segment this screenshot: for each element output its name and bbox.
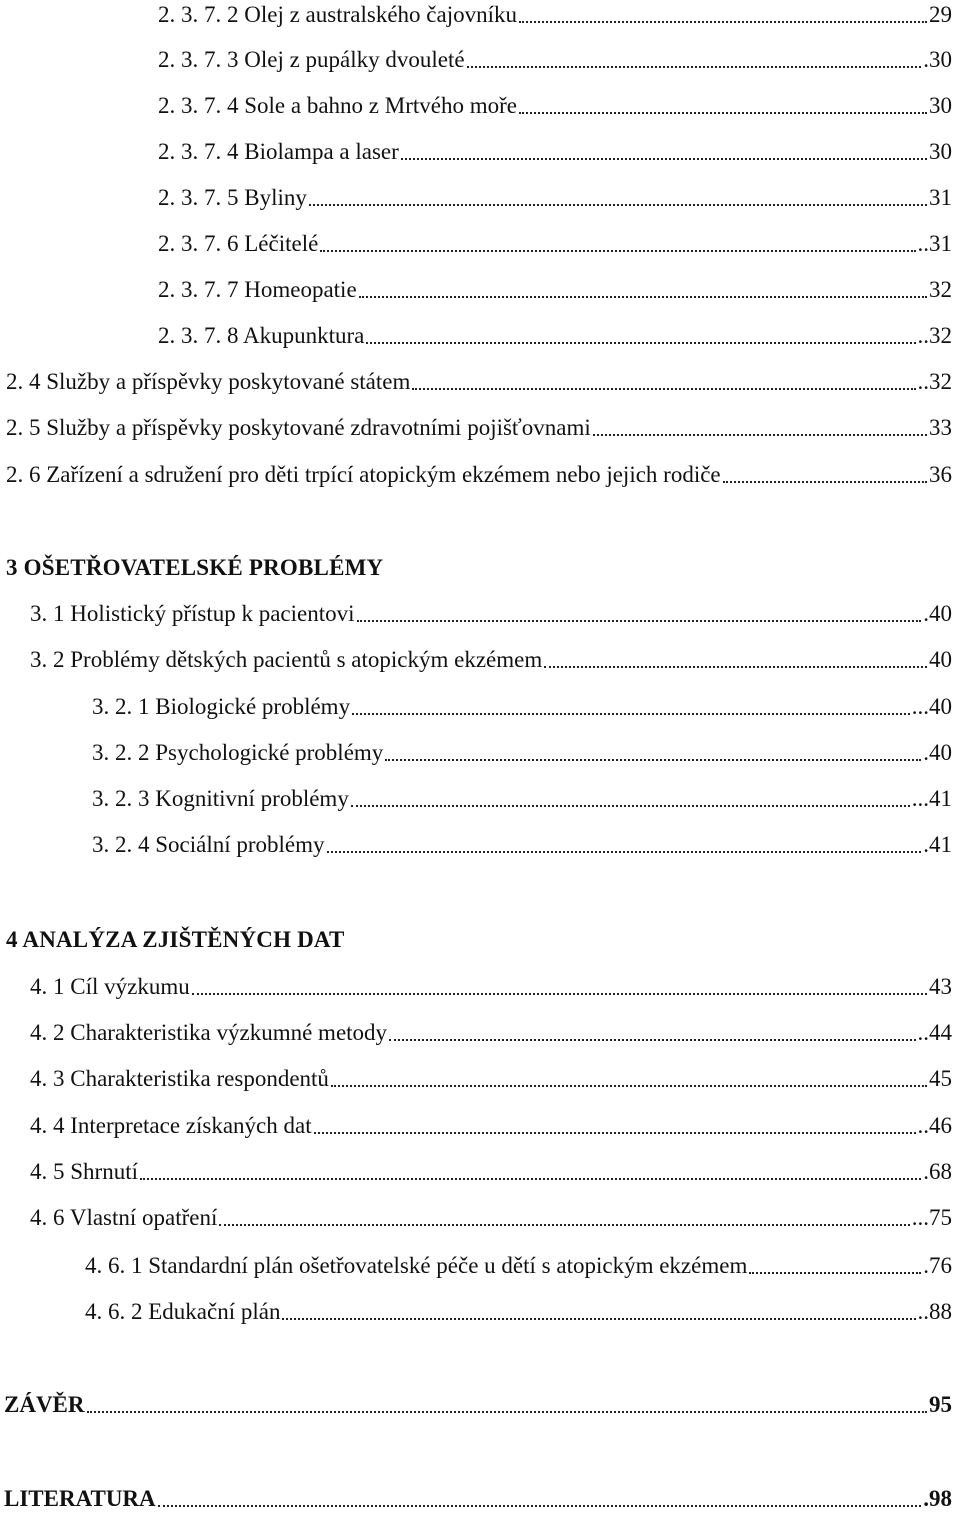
toc-entry-label: 2. 3. 7. 6 Léčitelé — [158, 231, 319, 256]
toc-entry[interactable] — [6, 413, 952, 443]
dot-leader — [593, 434, 927, 436]
dot-leader — [357, 620, 922, 622]
toc-entry-label: 2. 3. 7. 7 Homeopatie — [158, 277, 357, 302]
toc-entry[interactable] — [30, 1111, 952, 1141]
toc-entry-page: .76 — [923, 1253, 952, 1278]
toc-entry-label: 3. 2. 2 Psychologické problémy — [92, 740, 384, 765]
toc-entry[interactable] — [30, 1157, 952, 1187]
toc-entry-page: 43 — [929, 974, 952, 999]
toc-entry-label: 4. 5 Shrnutí — [30, 1159, 138, 1184]
toc-entry-page: 36 — [929, 462, 952, 487]
toc-entry[interactable] — [92, 692, 952, 722]
toc-entry-page: ..88 — [917, 1299, 952, 1324]
dot-leader — [385, 759, 921, 761]
toc-entry-page: .40 — [923, 740, 952, 765]
dot-leader — [140, 1178, 921, 1180]
dot-leader — [366, 342, 915, 344]
toc-entry-label: 2. 3. 7. 5 Byliny — [158, 185, 307, 210]
dot-leader — [309, 204, 927, 206]
toc-entry[interactable] — [85, 1251, 952, 1281]
toc-entry-page: ...41 — [911, 786, 952, 811]
toc-entry[interactable] — [92, 830, 952, 860]
toc-entry-label: 4. 6 Vlastní opatření — [30, 1205, 218, 1230]
toc-entry-page: 95 — [929, 1392, 952, 1417]
dot-leader — [389, 1039, 915, 1041]
dot-leader — [544, 666, 927, 668]
toc-entry-label: 3. 2 Problémy dětských pacientů s atopickým ekzémem — [30, 647, 543, 672]
toc-entry-page: ...40 — [911, 694, 952, 719]
toc-entry-label: LITERATURA — [4, 1486, 156, 1511]
toc-entry-page: ..44 — [917, 1020, 952, 1045]
toc-entry-label: 2. 6 Zařízení a sdružení pro děti trpící atopickým ekzémem nebo jejich rodiče — [6, 462, 721, 487]
dot-leader — [314, 1132, 916, 1134]
toc-entry[interactable] — [158, 229, 952, 259]
toc-entry-label: 2. 3. 7. 4 Sole a bahno z Mrtvého moře — [158, 93, 517, 118]
toc-entry[interactable] — [158, 137, 952, 167]
toc-entry-page: 45 — [929, 1066, 952, 1091]
toc-entry-page: .40 — [923, 601, 952, 626]
toc-entry[interactable] — [158, 275, 952, 305]
toc-entry-page: .30 — [923, 47, 952, 72]
dot-leader — [327, 851, 922, 853]
dot-leader — [467, 66, 922, 68]
toc-entry-conclusion[interactable] — [4, 1390, 952, 1420]
dot-leader — [749, 1272, 921, 1274]
toc-entry-label: 2. 3. 7. 3 Olej z pupálky dvouleté — [158, 47, 465, 72]
toc-entry-label: 3. 1 Holistický přístup k pacientovi — [30, 601, 355, 626]
toc-entry-label: 2. 4 Služby a příspěvky poskytované státem — [6, 369, 411, 394]
dot-leader — [192, 993, 927, 995]
toc-entry-page: .41 — [923, 832, 952, 857]
dot-leader — [519, 21, 927, 23]
dot-leader — [282, 1318, 915, 1320]
toc-entry-label: 3. 2. 4 Sociální problémy — [92, 832, 325, 857]
toc-entry-label: 4. 4 Interpretace získaných dat — [30, 1113, 312, 1138]
toc-entry-label: 2. 5 Služby a příspěvky poskytované zdravotními pojišťovnami — [6, 415, 591, 440]
toc-entry[interactable] — [6, 460, 952, 490]
toc-entry-label: 2. 3. 7. 2 Olej z australského čajovníku — [158, 2, 517, 27]
dot-leader — [519, 112, 927, 114]
toc-entry[interactable] — [158, 0, 952, 30]
toc-entry[interactable] — [158, 45, 952, 75]
toc-entry-page: ..32 — [917, 323, 952, 348]
toc-entry-page: .68 — [923, 1159, 952, 1184]
toc-entry-label: 3. 2. 1 Biologické problémy — [92, 694, 351, 719]
toc-entry[interactable] — [30, 1064, 952, 1094]
dot-leader — [219, 1224, 909, 1226]
toc-entry-label: 4. 6. 2 Edukační plán — [85, 1299, 281, 1324]
toc-entry[interactable] — [30, 645, 952, 675]
dot-leader — [158, 1505, 922, 1507]
dot-leader — [87, 1411, 927, 1413]
toc-entry[interactable] — [92, 738, 952, 768]
toc-entry-page: 40 — [929, 647, 952, 672]
toc-entry[interactable] — [92, 784, 952, 814]
toc-entry[interactable] — [30, 972, 952, 1002]
dot-leader — [352, 713, 910, 715]
toc-entry-page: ..46 — [917, 1113, 952, 1138]
toc-entry-label: 2. 3. 7. 8 Akupunktura — [158, 323, 365, 348]
dot-leader — [359, 296, 927, 298]
toc-entry[interactable] — [158, 183, 952, 213]
toc-entry-page: 30 — [929, 93, 952, 118]
toc-entry[interactable] — [85, 1297, 952, 1327]
dot-leader — [401, 158, 927, 160]
toc-entry[interactable] — [30, 599, 952, 629]
toc-entry-page: 33 — [929, 415, 952, 440]
toc-entry-label: 4. 6. 1 Standardní plán ošetřovatelské péče u dětí s atopickým ekzémem — [85, 1253, 748, 1278]
dot-leader — [351, 805, 910, 807]
toc-entry-page: 31 — [929, 185, 952, 210]
toc-entry-label: ZÁVĚR — [4, 1392, 85, 1417]
toc-entry-page: 32 — [929, 277, 952, 302]
toc-entry[interactable] — [30, 1203, 952, 1233]
toc-entry[interactable] — [158, 91, 952, 121]
toc-entry-literature[interactable] — [4, 1484, 952, 1514]
toc-entry-page: ..31 — [917, 231, 952, 256]
chapter-heading[interactable]: 4 ANALÝZA ZJIŠTĚNÝCH DAT — [6, 927, 345, 952]
toc-entry-label: 4. 2 Charakteristika výzkumné metody — [30, 1020, 388, 1045]
toc-entry-label: 3. 2. 3 Kognitivní problémy — [92, 786, 349, 811]
toc-entry[interactable] — [6, 367, 952, 397]
dot-leader — [320, 250, 915, 252]
toc-entry-page: 30 — [929, 139, 952, 164]
dot-leader — [412, 388, 915, 390]
toc-entry-page: ...75 — [911, 1205, 952, 1230]
toc-entry-label: 4. 3 Charakteristika respondentů — [30, 1066, 329, 1091]
toc-entry-page: ..32 — [917, 369, 952, 394]
dot-leader — [331, 1085, 927, 1087]
toc-entry-page: .98 — [923, 1486, 952, 1511]
dot-leader — [723, 481, 927, 483]
toc-entry[interactable] — [30, 1018, 952, 1048]
chapter-heading[interactable]: 3 OŠETŘOVATELSKÉ PROBLÉMY — [6, 555, 384, 580]
toc-entry-page: 29 — [929, 2, 952, 27]
toc-entry-label: 4. 1 Cíl výzkumu — [30, 974, 190, 999]
toc-entry-label: 2. 3. 7. 4 Biolampa a laser — [158, 139, 399, 164]
toc-entry[interactable] — [158, 321, 952, 351]
